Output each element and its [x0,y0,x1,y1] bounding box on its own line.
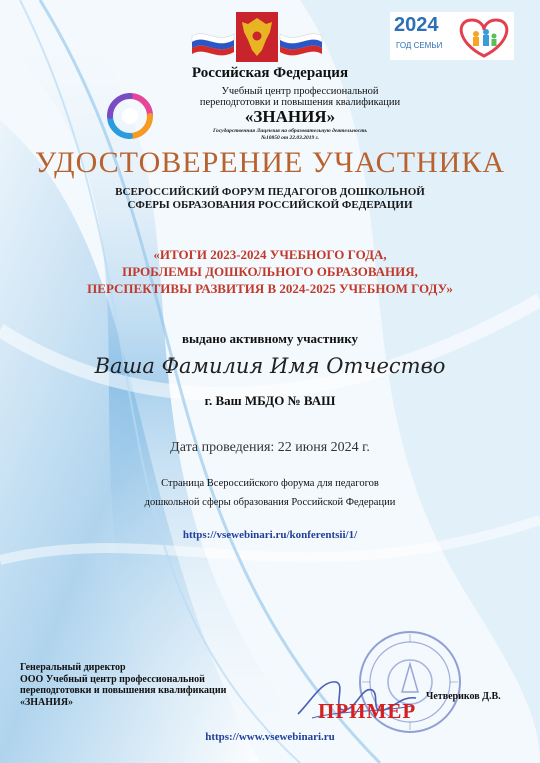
director-line-1: Генеральный директор [20,662,126,673]
certificate-title: УДОСТОВЕРЕНИЕ УЧАСТНИКА [34,146,506,179]
page-line-2: дошкольной сферы образования Российской Федерации [144,497,396,508]
forum-name [0,186,540,212]
forum-link[interactable]: https://vsewebinari.ru/konferentsii/1/ [182,529,358,541]
family-year-badge [390,12,514,60]
theme-line-2: ПРОБЛЕМЫ ДОШКОЛЬНОГО ОБРАЗОВАНИЯ, [122,264,418,279]
badge-year: 2024 [394,14,439,36]
theme-line-1: «ИТОГИ 2023-2024 УЧЕБНОГО ГОДА, [153,247,387,262]
site-link[interactable]: https://www.vsewebinari.ru [205,731,335,743]
brand-name: «ЗНАНИЯ» [244,107,336,126]
page-line-1: Страница Всероссийского форума для педагогов [161,478,379,489]
director-line-3: переподготовки и повышения квалификации [20,685,227,696]
participant-place: г. Ваш МБДО № ВАШ [204,393,336,408]
theme-line-3: ПЕРСПЕКТИВЫ РАЗВИТИЯ В 2024-2025 УЧЕБНОМ ГОДУ» [87,281,453,296]
badge-caption: ГОД СЕМЬИ [396,41,443,50]
center-line-1: Учебный центр профессиональной [221,86,379,97]
znaniya-logo-icon [106,92,154,140]
event-date: Дата проведения: 22 июня 2024 г. [170,440,370,455]
forum-line-1: ВСЕРОССИЙСКИЙ ФОРУМ ПЕДАГОГОВ ДОШКОЛЬНОЙ [115,186,425,198]
country-title: Российская Федерация [191,65,349,81]
license-info [180,128,400,141]
forum-page-caption [0,474,540,512]
participant-name: Ваша Фамилия Имя Отчество [94,354,446,378]
center-line-2: переподготовки и повышения квалификации [199,97,401,108]
director-line-4: «ЗНАНИЯ» [20,696,74,708]
signer-name: Четвериков Д.В. [426,691,501,702]
sample-watermark: ПРИМЕР [318,699,417,723]
director-block [20,662,320,708]
coat-of-arms-icon [186,10,328,64]
issued-to-label: выдано активному участнику [182,331,358,346]
director-line-2: ООО Учебный центр профессиональной [20,673,205,685]
forum-theme [0,246,540,297]
forum-line-2: СФЕРЫ ОБРАЗОВАНИЯ РОССИЙСКОЙ ФЕДЕРАЦИИ [127,199,413,211]
license-line-2: №10850 от 22.03.2019 г. [260,134,320,141]
training-center-name [160,86,440,108]
license-line-1: Государственная Лицензия на образовательную деятельность [212,128,368,134]
